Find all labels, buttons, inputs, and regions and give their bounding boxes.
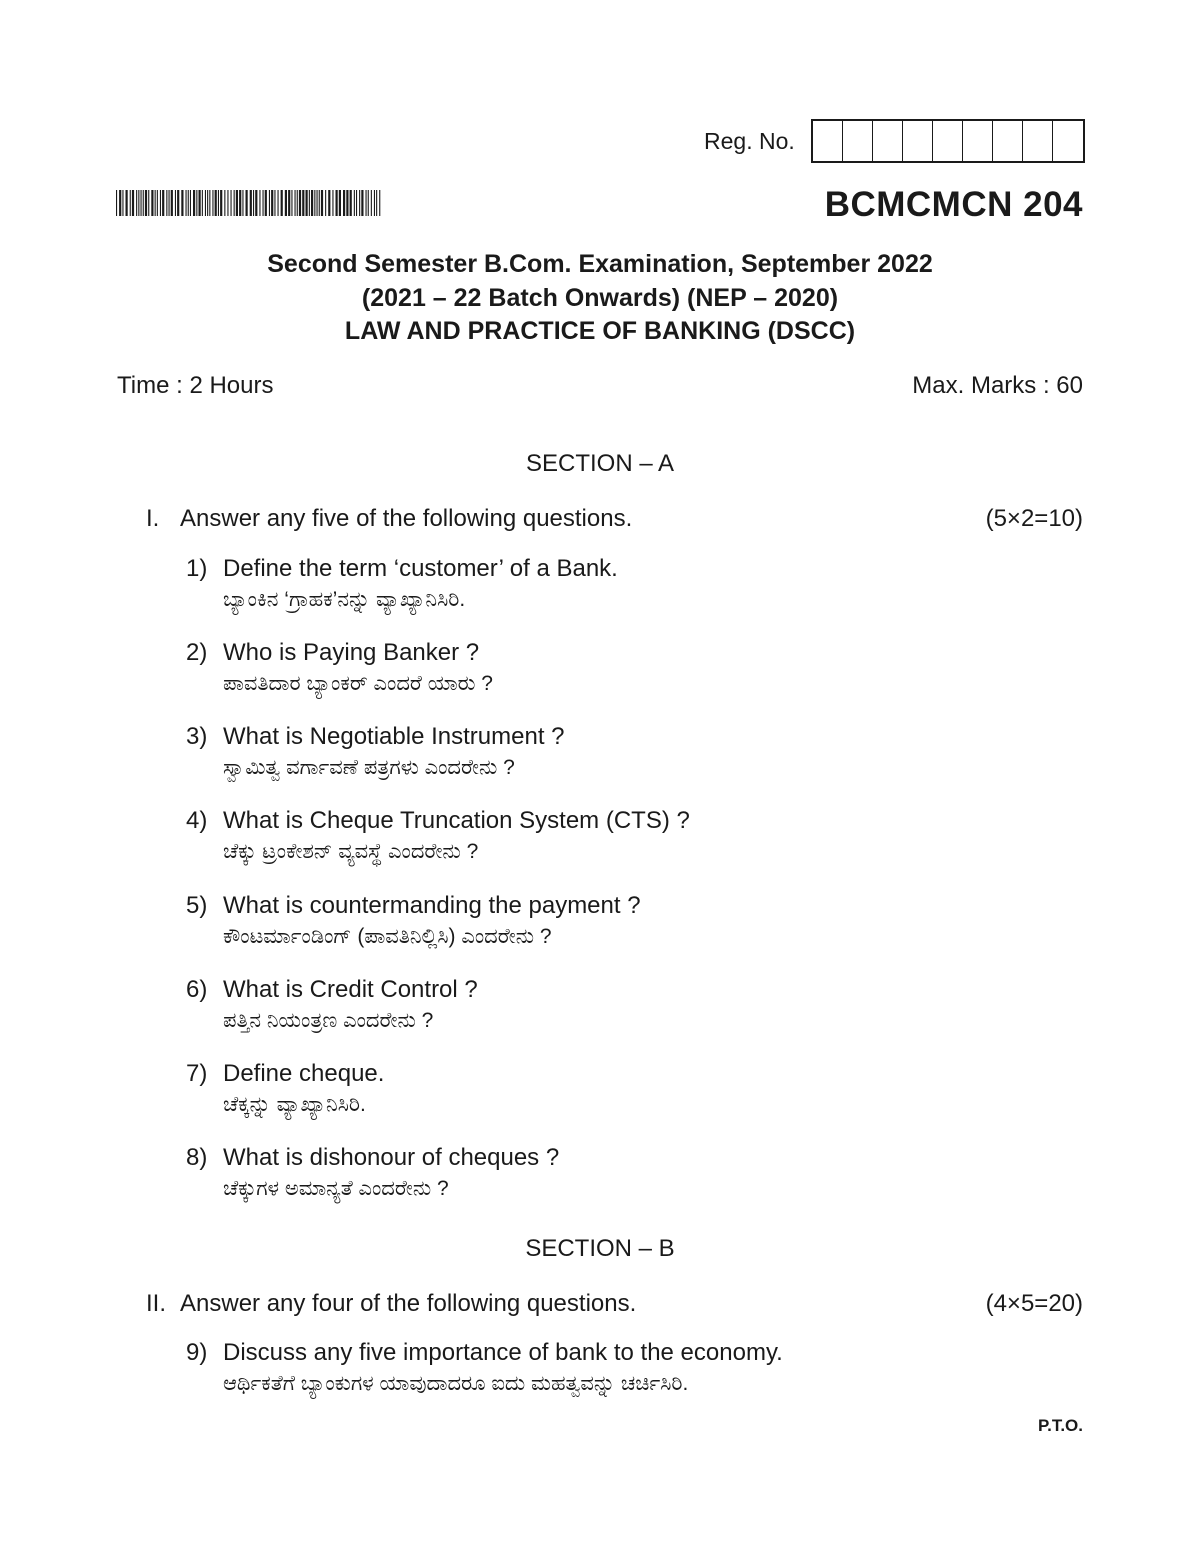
question-text-kn: ಆರ್ಥಿಕತೆಗೆ ಬ್ಯಾಂಕುಗಳ ಯಾವುದಾದರೂ ಐದು ಮಹತ್ವವನ್ನು ಚರ್ಚಿಸಿರಿ.: [223, 1372, 689, 1395]
question-number: 3): [186, 723, 208, 750]
exam-time: Time : 2 Hours: [117, 372, 274, 399]
question-3: [186, 721, 1086, 783]
paper-code: BCMCMCN 204: [824, 185, 1083, 224]
section-a-instruction: [146, 505, 632, 533]
question-4: [186, 805, 1086, 867]
question-5: [186, 890, 1086, 952]
reg-no-box[interactable]: [903, 121, 933, 161]
question-number: 7): [186, 1060, 208, 1087]
question-text-en: Define the term ‘customer’ of a Bank.: [223, 555, 618, 582]
instruction-text: Answer any five of the following questions.: [180, 505, 633, 532]
question-number: 5): [186, 892, 208, 919]
question-text-kn: ಕೌಂಟರ್ಮಾಂಡಿಂಗ್ (ಪಾವತಿನಿಲ್ಲಿಸಿ) ಎಂದರೇನು ?: [223, 925, 552, 948]
section-a-marks: (5×2=10): [985, 505, 1083, 532]
section-b-title: SECTION – B: [525, 1235, 675, 1262]
reg-no-label: Reg. No.: [704, 128, 795, 154]
question-text-kn: ಚೆಕ್ಕು ಟ್ರಂಕೇಶನ್ ವ್ಯವಸ್ಥೆ ಎಂದರೇನು ?: [223, 840, 479, 863]
batch-info: (2021 – 22 Batch Onwards) (NEP – 2020): [361, 284, 839, 312]
question-text-kn: ಚೆಕ್ಕನ್ನು ವ್ಯಾಖ್ಯಾನಿಸಿರಿ.: [223, 1093, 366, 1116]
section-b-marks: (4×5=20): [985, 1290, 1083, 1317]
reg-no-box[interactable]: [873, 121, 903, 161]
question-text-en: Discuss any five importance of bank to the economy.: [223, 1339, 783, 1366]
pto-label: P.T.O.: [1037, 1416, 1083, 1435]
question-number: 8): [186, 1144, 208, 1171]
question-text-en: Who is Paying Banker ?: [223, 639, 480, 666]
reg-no-box[interactable]: [933, 121, 963, 161]
instruction-number: I.: [146, 505, 160, 532]
reg-no-boxes[interactable]: [811, 119, 1085, 163]
reg-no-box[interactable]: [813, 121, 843, 161]
question-text-en: What is dishonour of cheques ?: [223, 1144, 560, 1171]
question-text-kn: ಸ್ವಾಮಿತ್ವ ವರ್ಗಾವಣೆ ಪತ್ರಗಳು ಎಂದರೇನು ?: [223, 756, 515, 779]
instruction-text: Answer any four of the following questions.: [180, 1290, 637, 1317]
question-text-en: What is Credit Control ?: [223, 976, 478, 1003]
question-number: 6): [186, 976, 208, 1003]
question-2: [186, 637, 1086, 699]
instruction-number: II.: [146, 1290, 167, 1317]
exam-title: Second Semester B.Com. Examination, September 2022: [267, 250, 933, 278]
subject-title: LAW AND PRACTICE OF BANKING (DSCC): [344, 317, 856, 345]
question-number: 4): [186, 807, 208, 834]
question-9: [186, 1337, 1086, 1399]
section-b-instruction: [146, 1290, 636, 1318]
question-number: 1): [186, 555, 208, 582]
question-text-en: What is countermanding the payment ?: [223, 892, 641, 919]
question-text-en: What is Negotiable Instrument ?: [223, 723, 565, 750]
question-text-en: What is Cheque Truncation System (CTS) ?: [223, 807, 690, 834]
barcode-icon: [116, 190, 384, 216]
reg-no-box[interactable]: [1023, 121, 1053, 161]
question-text-kn: ಪತ್ತಿನ ನಿಯಂತ್ರಣ ಎಂದರೇನು ?: [223, 1009, 434, 1032]
question-text-kn: ಪಾವತಿದಾರ ಬ್ಯಾಂಕರ್ ಎಂದರೆ ಯಾರು ?: [223, 672, 493, 695]
question-number: 2): [186, 639, 208, 666]
question-7: [186, 1058, 1086, 1120]
question-number: 9): [186, 1339, 208, 1366]
reg-no-box[interactable]: [993, 121, 1023, 161]
question-text-en: Define cheque.: [223, 1060, 385, 1087]
question-8: [186, 1142, 1086, 1204]
reg-no-box[interactable]: [1053, 121, 1083, 161]
reg-no-box[interactable]: [963, 121, 993, 161]
question-6: [186, 974, 1086, 1036]
question-1: [186, 553, 1086, 615]
section-a-title: SECTION – A: [525, 450, 675, 477]
question-text-kn: ಬ್ಯಾಂಕಿನ ‘ಗ್ರಾಹಕ’ನನ್ನು ವ್ಯಾಖ್ಯಾನಿಸಿರಿ.: [223, 588, 466, 611]
max-marks: Max. Marks : 60: [912, 372, 1083, 399]
reg-no-box[interactable]: [843, 121, 873, 161]
question-text-kn: ಚೆಕ್ಕುಗಳ ಅಮಾನ್ಯತೆ ಎಂದರೇನು ?: [223, 1177, 449, 1200]
